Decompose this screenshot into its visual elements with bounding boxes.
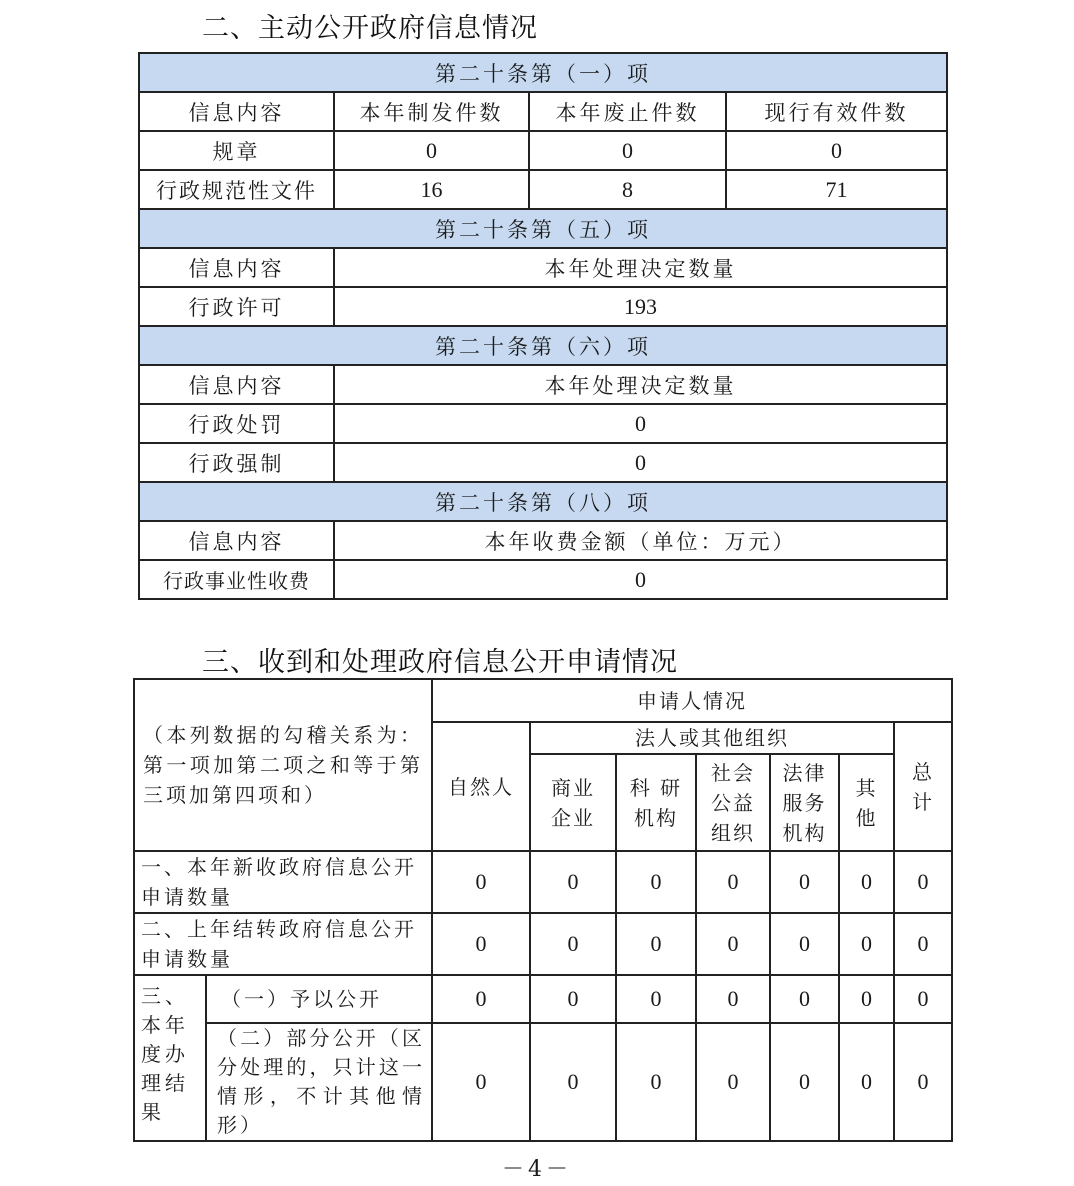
- header-line: 组织: [711, 820, 755, 845]
- row-label: 行政处罚: [139, 404, 334, 443]
- header-row: [139, 521, 947, 560]
- group-label-line: 理结: [141, 1071, 189, 1095]
- header-line: 法律: [782, 760, 827, 785]
- cell-value: 8: [529, 170, 726, 209]
- proactive-disclosure-table: [138, 52, 948, 600]
- cell-value: 0: [334, 443, 947, 482]
- header-line: 科 研: [629, 775, 683, 800]
- row-label: 二、上年结转政府信息公开申请数量: [134, 913, 432, 975]
- applicant-header: 申请人情况: [432, 679, 952, 722]
- cell-value: 0: [770, 851, 839, 913]
- table-row: [134, 975, 952, 1023]
- checksum-note: （本列数据的勾稽关系为：第一项加第二项之和等于第三项加第四项和）: [134, 679, 432, 851]
- cell-value: 0: [894, 851, 952, 913]
- band-article-20-1: [139, 53, 947, 92]
- cell-value: 193: [334, 287, 947, 326]
- row-label: 行政强制: [139, 443, 334, 482]
- table-row: [139, 443, 947, 482]
- header-line: 企业: [551, 805, 595, 830]
- col-header: 本年废止件数: [529, 92, 726, 131]
- cell-value: 0: [530, 975, 616, 1023]
- cell-value: 0: [839, 851, 894, 913]
- cell-value: 0: [839, 913, 894, 975]
- table-row: [139, 287, 947, 326]
- table-row: [139, 170, 947, 209]
- header-line: 计: [912, 789, 934, 814]
- section-2-heading: 二、主动公开政府信息情况: [202, 13, 538, 44]
- col-header: 信息内容: [139, 521, 334, 560]
- cell-value: 0: [530, 851, 616, 913]
- col-header-other: [839, 754, 894, 851]
- col-header-total: [894, 722, 952, 851]
- cell-value: 0: [616, 975, 696, 1023]
- cell-value: 0: [530, 913, 616, 975]
- col-header: 本年制发件数: [334, 92, 529, 131]
- group-label-line: 三、: [141, 984, 189, 1008]
- table-row: [134, 913, 952, 975]
- cell-value: 0: [529, 131, 726, 170]
- cell-value: 0: [770, 1023, 839, 1141]
- band-article-20-6: [139, 326, 947, 365]
- cell-value: 0: [696, 851, 770, 913]
- page-number: －4－: [502, 1157, 572, 1182]
- group-label-line: 本年: [141, 1013, 189, 1037]
- band-label: 第二十条第（六）项: [139, 326, 947, 365]
- header-row: [139, 248, 947, 287]
- cell-value: 0: [726, 131, 947, 170]
- header-line: 社会: [711, 760, 755, 785]
- cell-value: 0: [839, 1023, 894, 1141]
- col-header-commercial: [530, 754, 616, 851]
- cell-value: 0: [839, 975, 894, 1023]
- cell-value: 0: [616, 913, 696, 975]
- header-line: 机构: [634, 805, 678, 830]
- header-line: 公益: [711, 790, 755, 815]
- header-line: 他: [855, 805, 878, 830]
- cell-value: 0: [616, 851, 696, 913]
- col-header-public-welfare: [696, 754, 770, 851]
- table-row: [134, 851, 952, 913]
- row-label: 规章: [139, 131, 334, 170]
- header-line: 商业: [551, 775, 595, 800]
- band-article-20-5: [139, 209, 947, 248]
- table-row: [134, 1023, 952, 1141]
- cell-value: 0: [894, 913, 952, 975]
- header-line: 总: [912, 759, 934, 784]
- table-row: [139, 404, 947, 443]
- col-header-natural-person: 自然人: [432, 722, 530, 851]
- col-header: 本年收费金额（单位：万元）: [334, 521, 947, 560]
- cell-value: 0: [696, 1023, 770, 1141]
- cell-value: 0: [334, 560, 947, 599]
- row-label: 行政事业性收费: [139, 560, 334, 599]
- col-header-research: [616, 754, 696, 851]
- header-row: [134, 679, 952, 722]
- header-line: 其: [855, 775, 878, 800]
- band-label: 第二十条第（八）项: [139, 482, 947, 521]
- cell-value: 71: [726, 170, 947, 209]
- col-header: 现行有效件数: [726, 92, 947, 131]
- row-label: 行政许可: [139, 287, 334, 326]
- cell-value: 0: [432, 1023, 530, 1141]
- cell-value: 0: [696, 913, 770, 975]
- col-header: 本年处理决定数量: [334, 365, 947, 404]
- row-label: （二）部分公开（区分处理的，只计这一情形，不计其他情形）: [206, 1023, 432, 1141]
- legal-entity-header: 法人或其他组织: [530, 722, 894, 754]
- row-label: 一、本年新收政府信息公开申请数量: [134, 851, 432, 913]
- cell-value: 0: [770, 975, 839, 1023]
- cell-value: 0: [616, 1023, 696, 1141]
- header-row: [139, 365, 947, 404]
- cell-value: 0: [432, 851, 530, 913]
- col-header-legal-service: [770, 754, 839, 851]
- cell-value: 0: [894, 1023, 952, 1141]
- col-header: 信息内容: [139, 92, 334, 131]
- group-label-line: 度办: [141, 1042, 189, 1066]
- header-line: 机构: [782, 820, 827, 845]
- cell-value: 0: [334, 131, 529, 170]
- cell-value: 0: [432, 975, 530, 1023]
- group-label-line: 果: [141, 1100, 165, 1124]
- band-label: 第二十条第（五）项: [139, 209, 947, 248]
- col-header: 信息内容: [139, 248, 334, 287]
- col-header: 信息内容: [139, 365, 334, 404]
- table-row: [139, 560, 947, 599]
- cell-value: 0: [770, 913, 839, 975]
- header-row: [139, 92, 947, 131]
- disclosure-requests-table: [133, 678, 953, 1142]
- cell-value: 16: [334, 170, 529, 209]
- band-label: 第二十条第（一）项: [139, 53, 947, 92]
- header-line: 服务: [782, 790, 827, 815]
- cell-value: 0: [530, 1023, 616, 1141]
- row-label: 行政规范性文件: [139, 170, 334, 209]
- cell-value: 0: [334, 404, 947, 443]
- section-3-heading: 三、收到和处理政府信息公开申请情况: [202, 647, 678, 678]
- cell-value: 0: [696, 975, 770, 1023]
- col-header: 本年处理决定数量: [334, 248, 947, 287]
- row-label: （一）予以公开: [206, 975, 432, 1023]
- table-row: [139, 131, 947, 170]
- cell-value: 0: [894, 975, 952, 1023]
- band-article-20-8: [139, 482, 947, 521]
- cell-value: 0: [432, 913, 530, 975]
- result-group-label: [134, 975, 206, 1141]
